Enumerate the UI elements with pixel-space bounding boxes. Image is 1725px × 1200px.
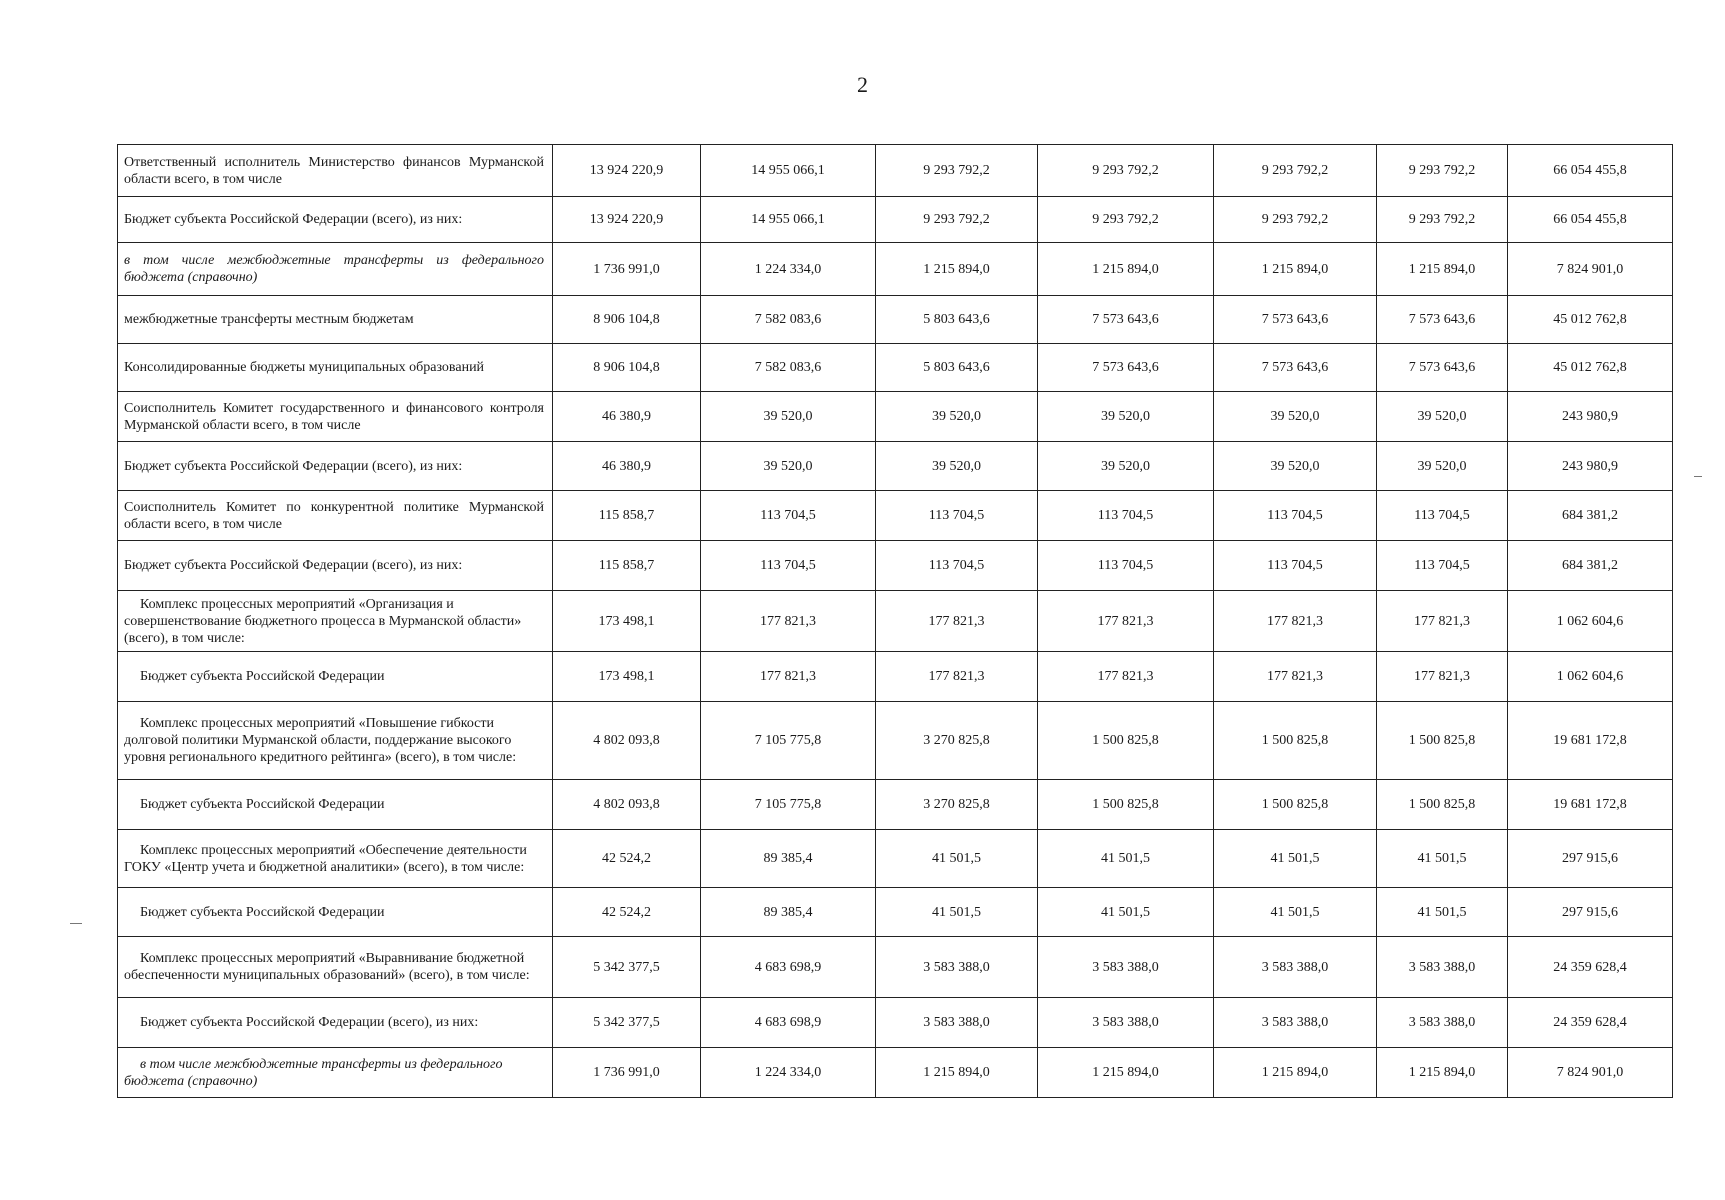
row-label: [118, 702, 553, 780]
value-cell: 7 573 643,6: [1377, 296, 1508, 344]
total-cell: 7 824 901,0: [1508, 1048, 1673, 1098]
value-cell: 177 821,3: [1377, 652, 1508, 702]
value-cell: 113 704,5: [1214, 491, 1377, 541]
row-label-text: Бюджет субъекта Российской Федерации (всего), из них:: [140, 1015, 479, 1030]
total-cell: 297 915,6: [1508, 830, 1673, 888]
table-row: [118, 1048, 1673, 1098]
value-cell: 3 583 388,0: [1377, 937, 1508, 998]
value-cell: 39 520,0: [1377, 392, 1508, 442]
value-cell: 173 498,1: [553, 591, 701, 652]
value-cell: 46 380,9: [553, 392, 701, 442]
row-label-text: Соисполнитель Комитет государственного и финансового контроля Мурманской области всего, в том числе: [124, 400, 544, 433]
value-cell: 14 955 066,1: [701, 145, 876, 197]
row-label: [118, 344, 553, 392]
value-cell: 41 501,5: [1214, 830, 1377, 888]
row-label-text: Бюджет субъекта Российской Федерации (всего), из них:: [124, 458, 463, 474]
row-label: [118, 197, 553, 243]
value-cell: 9 293 792,2: [1214, 197, 1377, 243]
value-cell: 113 704,5: [1377, 541, 1508, 591]
total-cell: 1 062 604,6: [1508, 591, 1673, 652]
value-cell: 1 215 894,0: [1377, 243, 1508, 296]
row-label-text: Консолидированные бюджеты муниципальных образований: [124, 360, 485, 375]
value-cell: 177 821,3: [701, 652, 876, 702]
value-cell: 115 858,7: [553, 491, 701, 541]
value-cell: 1 215 894,0: [1038, 243, 1214, 296]
value-cell: 5 342 377,5: [553, 998, 701, 1048]
value-cell: 7 573 643,6: [1038, 296, 1214, 344]
value-cell: 4 802 093,8: [553, 780, 701, 830]
row-label: [118, 243, 553, 296]
row-label-text: Комплекс процессных мероприятий «Повышение гибкости долговой политики Мурманской области, поддержание высокого уровня регионального кредитного рейтинга» (всего), в том числе:: [124, 716, 517, 765]
value-cell: 177 821,3: [1214, 591, 1377, 652]
total-cell: 66 054 455,8: [1508, 197, 1673, 243]
row-label: [118, 780, 553, 830]
value-cell: 177 821,3: [1038, 591, 1214, 652]
table-row: [118, 243, 1673, 296]
value-cell: 3 270 825,8: [876, 780, 1038, 830]
row-label: [118, 145, 553, 197]
value-cell: 39 520,0: [1214, 442, 1377, 491]
value-cell: 41 501,5: [1377, 830, 1508, 888]
row-label-text: в том числе межбюджетные трансферты из федерального бюджета (справочно): [124, 1056, 503, 1089]
value-cell: 113 704,5: [1377, 491, 1508, 541]
value-cell: 1 736 991,0: [553, 243, 701, 296]
total-cell: 24 359 628,4: [1508, 937, 1673, 998]
value-cell: 39 520,0: [876, 442, 1038, 491]
value-cell: 113 704,5: [701, 491, 876, 541]
value-cell: 9 293 792,2: [1038, 197, 1214, 243]
value-cell: 1 215 894,0: [1214, 243, 1377, 296]
value-cell: 3 583 388,0: [1038, 937, 1214, 998]
value-cell: 4 802 093,8: [553, 702, 701, 780]
value-cell: 177 821,3: [876, 652, 1038, 702]
row-label-text: Бюджет субъекта Российской Федерации: [140, 904, 385, 920]
value-cell: 7 573 643,6: [1214, 344, 1377, 392]
value-cell: 3 583 388,0: [876, 998, 1038, 1048]
value-cell: 1 215 894,0: [876, 1048, 1038, 1098]
table-row: [118, 702, 1673, 780]
value-cell: 5 803 643,6: [876, 344, 1038, 392]
table-row: [118, 780, 1673, 830]
value-cell: 1 736 991,0: [553, 1048, 701, 1098]
value-cell: 9 293 792,2: [1214, 145, 1377, 197]
value-cell: 41 501,5: [876, 830, 1038, 888]
value-cell: 46 380,9: [553, 442, 701, 491]
value-cell: 3 583 388,0: [1038, 998, 1214, 1048]
total-cell: 45 012 762,8: [1508, 296, 1673, 344]
table-row: [118, 296, 1673, 344]
margin-mark: [1694, 476, 1702, 477]
table-row: [118, 937, 1673, 998]
value-cell: 7 573 643,6: [1214, 296, 1377, 344]
value-cell: 4 683 698,9: [701, 937, 876, 998]
table-row: [118, 888, 1673, 937]
value-cell: 1 215 894,0: [876, 243, 1038, 296]
table-row: [118, 145, 1673, 197]
value-cell: 89 385,4: [701, 830, 876, 888]
value-cell: 9 293 792,2: [876, 197, 1038, 243]
row-label-text: Бюджет субъекта Российской Федерации (всего), из них:: [124, 558, 463, 573]
row-label-text: Бюджет субъекта Российской Федерации: [140, 669, 385, 684]
value-cell: 8 906 104,8: [553, 344, 701, 392]
value-cell: 13 924 220,9: [553, 197, 701, 243]
row-label-text: Комплекс процессных мероприятий «Организация и совершенствование бюджетного процесса в Мурманской области» (всего), в том числе:: [124, 596, 522, 646]
value-cell: 39 520,0: [1038, 392, 1214, 442]
value-cell: 3 270 825,8: [876, 702, 1038, 780]
value-cell: 1 500 825,8: [1214, 702, 1377, 780]
table-row: [118, 830, 1673, 888]
row-label: [118, 652, 553, 702]
total-cell: 45 012 762,8: [1508, 344, 1673, 392]
value-cell: 1 500 825,8: [1038, 702, 1214, 780]
value-cell: 1 215 894,0: [1377, 1048, 1508, 1098]
value-cell: 1 500 825,8: [1038, 780, 1214, 830]
value-cell: 9 293 792,2: [1038, 145, 1214, 197]
value-cell: 1 215 894,0: [1214, 1048, 1377, 1098]
value-cell: 113 704,5: [1214, 541, 1377, 591]
row-label: [118, 491, 553, 541]
row-label: [118, 392, 553, 442]
row-label-text: межбюджетные трансферты местным бюджетам: [124, 312, 414, 327]
table-row: [118, 442, 1673, 491]
total-cell: 684 381,2: [1508, 491, 1673, 541]
table-row: [118, 491, 1673, 541]
table-row: [118, 652, 1673, 702]
value-cell: 177 821,3: [876, 591, 1038, 652]
value-cell: 7 105 775,8: [701, 780, 876, 830]
value-cell: 39 520,0: [1038, 442, 1214, 491]
row-label: [118, 998, 553, 1048]
row-label: [118, 937, 553, 998]
total-cell: 19 681 172,8: [1508, 780, 1673, 830]
value-cell: 9 293 792,2: [1377, 145, 1508, 197]
value-cell: 115 858,7: [553, 541, 701, 591]
value-cell: 113 704,5: [1038, 491, 1214, 541]
row-label-text: Бюджет субъекта Российской Федерации (всего), из них:: [124, 212, 463, 227]
row-label: [118, 830, 553, 888]
total-cell: 19 681 172,8: [1508, 702, 1673, 780]
value-cell: 177 821,3: [701, 591, 876, 652]
row-label: [118, 442, 553, 491]
table-row: [118, 541, 1673, 591]
value-cell: 41 501,5: [1214, 888, 1377, 937]
value-cell: 173 498,1: [553, 652, 701, 702]
row-label-text: Бюджет субъекта Российской Федерации: [140, 797, 385, 812]
table-row: [118, 998, 1673, 1048]
total-cell: 1 062 604,6: [1508, 652, 1673, 702]
value-cell: 1 500 825,8: [1214, 780, 1377, 830]
value-cell: 7 573 643,6: [1038, 344, 1214, 392]
row-label-text: Комплекс процессных мероприятий «Выравнивание бюджетной обеспеченности муниципальных образований» (всего), в том числе:: [124, 951, 530, 983]
value-cell: 113 704,5: [876, 541, 1038, 591]
row-label: [118, 541, 553, 591]
value-cell: 3 583 388,0: [876, 937, 1038, 998]
value-cell: 41 501,5: [1377, 888, 1508, 937]
row-label-text: Соисполнитель Комитет по конкурентной политике Мурманской области всего, в том числе: [124, 499, 544, 532]
value-cell: 9 293 792,2: [1377, 197, 1508, 243]
table-row: [118, 344, 1673, 392]
value-cell: 39 520,0: [876, 392, 1038, 442]
value-cell: 39 520,0: [1214, 392, 1377, 442]
value-cell: 42 524,2: [553, 830, 701, 888]
row-label-text: Комплекс процессных мероприятий «Обеспечение деятельности ГОКУ «Центр учета и бюджетной аналитики» (всего), в том числе:: [124, 842, 527, 875]
value-cell: 39 520,0: [1377, 442, 1508, 491]
value-cell: 8 906 104,8: [553, 296, 701, 344]
value-cell: 113 704,5: [701, 541, 876, 591]
value-cell: 41 501,5: [1038, 888, 1214, 937]
row-label: [118, 888, 553, 937]
value-cell: 7 582 083,6: [701, 296, 876, 344]
value-cell: 39 520,0: [701, 442, 876, 491]
value-cell: 113 704,5: [876, 491, 1038, 541]
value-cell: 89 385,4: [701, 888, 876, 937]
row-label: [118, 296, 553, 344]
value-cell: 3 583 388,0: [1214, 998, 1377, 1048]
value-cell: 177 821,3: [1377, 591, 1508, 652]
total-cell: 24 359 628,4: [1508, 998, 1673, 1048]
value-cell: 7 573 643,6: [1377, 344, 1508, 392]
value-cell: 1 224 334,0: [701, 243, 876, 296]
total-cell: 684 381,2: [1508, 541, 1673, 591]
total-cell: 243 980,9: [1508, 392, 1673, 442]
value-cell: 113 704,5: [1038, 541, 1214, 591]
value-cell: 9 293 792,2: [876, 145, 1038, 197]
row-label-text: в том числе межбюджетные трансферты из федерального бюджета (справочно): [124, 253, 544, 285]
value-cell: 1 500 825,8: [1377, 780, 1508, 830]
value-cell: 13 924 220,9: [553, 145, 701, 197]
value-cell: 5 803 643,6: [876, 296, 1038, 344]
page-number: 2: [857, 72, 868, 97]
value-cell: 42 524,2: [553, 888, 701, 937]
value-cell: 3 583 388,0: [1214, 937, 1377, 998]
value-cell: 1 224 334,0: [701, 1048, 876, 1098]
value-cell: 5 342 377,5: [553, 937, 701, 998]
row-label: [118, 591, 553, 652]
value-cell: 41 501,5: [1038, 830, 1214, 888]
value-cell: 14 955 066,1: [701, 197, 876, 243]
total-cell: 297 915,6: [1508, 888, 1673, 937]
value-cell: 177 821,3: [1214, 652, 1377, 702]
table-body: [118, 145, 1673, 1098]
value-cell: 177 821,3: [1038, 652, 1214, 702]
value-cell: 1 215 894,0: [1038, 1048, 1214, 1098]
value-cell: 4 683 698,9: [701, 998, 876, 1048]
margin-mark: [70, 923, 82, 924]
budget-table: [117, 144, 1673, 1098]
table-row: [118, 591, 1673, 652]
value-cell: 3 583 388,0: [1377, 998, 1508, 1048]
value-cell: 7 105 775,8: [701, 702, 876, 780]
table-row: [118, 392, 1673, 442]
total-cell: 7 824 901,0: [1508, 243, 1673, 296]
total-cell: 243 980,9: [1508, 442, 1673, 491]
value-cell: 41 501,5: [876, 888, 1038, 937]
row-label: [118, 1048, 553, 1098]
value-cell: 7 582 083,6: [701, 344, 876, 392]
value-cell: 39 520,0: [701, 392, 876, 442]
value-cell: 1 500 825,8: [1377, 702, 1508, 780]
row-label-text: Ответственный исполнитель Министерство финансов Мурманской области всего, в том числе: [124, 154, 544, 187]
total-cell: 66 054 455,8: [1508, 145, 1673, 197]
table-row: [118, 197, 1673, 243]
